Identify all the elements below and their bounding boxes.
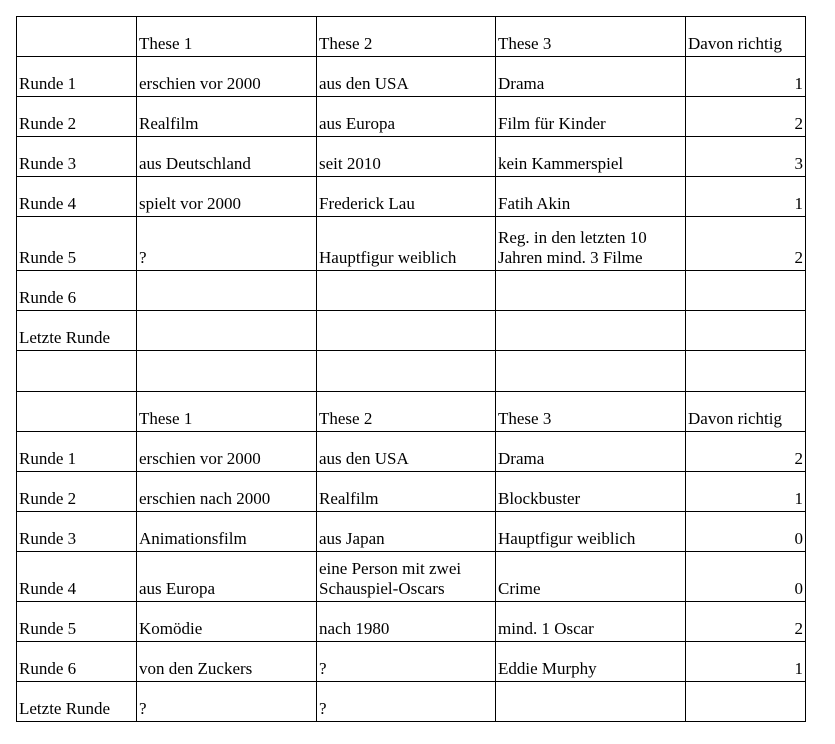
these-3-cell [496, 311, 686, 351]
these-3-cell: mind. 1 Oscar [496, 602, 686, 642]
round-label: Runde 5 [17, 602, 137, 642]
these-2-cell [317, 311, 496, 351]
round-label: Runde 1 [17, 57, 137, 97]
these-3-cell: Blockbuster [496, 472, 686, 512]
table-row [17, 682, 806, 722]
these-2-cell: eine Person mit zwei Schauspiel-Oscars [317, 552, 496, 602]
these-1-cell [137, 311, 317, 351]
these-2-cell: nach 1980 [317, 602, 496, 642]
spacer-cell [17, 351, 137, 392]
these-2-cell: aus den USA [317, 432, 496, 472]
header-cell-davon-richtig: Davon richtig [686, 17, 806, 57]
spacer-cell [496, 351, 686, 392]
these-1-cell [137, 271, 317, 311]
round-label: Letzte Runde [17, 682, 137, 722]
table-row [17, 552, 806, 602]
header-cell-these-1: These 1 [137, 392, 317, 432]
spacer-cell [317, 351, 496, 392]
these-1-cell: erschien vor 2000 [137, 57, 317, 97]
davon-richtig-cell: 1 [686, 472, 806, 512]
round-label: Runde 1 [17, 432, 137, 472]
these-3-cell: Crime [496, 552, 686, 602]
these-1-cell: von den Zuckers [137, 642, 317, 682]
round-label: Letzte Runde [17, 311, 137, 351]
these-1-cell: Animationsfilm [137, 512, 317, 552]
these-2-cell [317, 271, 496, 311]
round-label: Runde 2 [17, 97, 137, 137]
davon-richtig-cell: 2 [686, 217, 806, 271]
davon-richtig-cell: 3 [686, 137, 806, 177]
table-row [17, 432, 806, 472]
table-row [17, 137, 806, 177]
these-3-cell: Hauptfigur weiblich [496, 512, 686, 552]
header-row [17, 17, 806, 57]
round-label: Runde 2 [17, 472, 137, 512]
these-3-cell: Fatih Akin [496, 177, 686, 217]
table-row [17, 311, 806, 351]
header-cell-empty [17, 392, 137, 432]
round-label: Runde 3 [17, 137, 137, 177]
table-row [17, 602, 806, 642]
davon-richtig-cell: 1 [686, 642, 806, 682]
these-1-cell: Komödie [137, 602, 317, 642]
davon-richtig-cell: 2 [686, 97, 806, 137]
these-2-cell: Realfilm [317, 472, 496, 512]
spacer-cell [686, 351, 806, 392]
table-row [17, 57, 806, 97]
these-2-cell: seit 2010 [317, 137, 496, 177]
table-row [17, 97, 806, 137]
these-3-cell [496, 682, 686, 722]
these-2-cell: aus den USA [317, 57, 496, 97]
header-cell-these-3: These 3 [496, 17, 686, 57]
these-1-cell: erschien vor 2000 [137, 432, 317, 472]
these-2-cell: Hauptfigur weiblich [317, 217, 496, 271]
these-3-cell: Drama [496, 57, 686, 97]
spacer-row [17, 351, 806, 392]
these-3-cell: Reg. in den letzten 10 Jahren mind. 3 Filme [496, 217, 686, 271]
header-cell-davon-richtig: Davon richtig [686, 392, 806, 432]
table-row [17, 177, 806, 217]
davon-richtig-cell: 1 [686, 177, 806, 217]
these-1-cell: ? [137, 682, 317, 722]
davon-richtig-cell: 0 [686, 552, 806, 602]
these-1-cell: ? [137, 217, 317, 271]
rounds-table [16, 16, 806, 722]
davon-richtig-cell [686, 682, 806, 722]
these-3-cell: kein Kammerspiel [496, 137, 686, 177]
round-label: Runde 3 [17, 512, 137, 552]
header-cell-these-2: These 2 [317, 392, 496, 432]
round-label: Runde 6 [17, 642, 137, 682]
round-label: Runde 4 [17, 177, 137, 217]
these-2-cell: aus Japan [317, 512, 496, 552]
these-1-cell: aus Deutschland [137, 137, 317, 177]
these-2-cell: ? [317, 682, 496, 722]
these-2-cell: Frederick Lau [317, 177, 496, 217]
table-row [17, 217, 806, 271]
table-row [17, 642, 806, 682]
header-cell-empty [17, 17, 137, 57]
these-3-cell: Film für Kinder [496, 97, 686, 137]
these-1-cell: aus Europa [137, 552, 317, 602]
davon-richtig-cell [686, 311, 806, 351]
header-row [17, 392, 806, 432]
round-label: Runde 5 [17, 217, 137, 271]
header-cell-these-3: These 3 [496, 392, 686, 432]
these-3-cell: Drama [496, 432, 686, 472]
these-1-cell: erschien nach 2000 [137, 472, 317, 512]
spacer-cell [137, 351, 317, 392]
header-cell-these-2: These 2 [317, 17, 496, 57]
these-3-cell: Eddie Murphy [496, 642, 686, 682]
these-2-cell: aus Europa [317, 97, 496, 137]
these-1-cell: spielt vor 2000 [137, 177, 317, 217]
table-row [17, 271, 806, 311]
these-1-cell: Realfilm [137, 97, 317, 137]
round-label: Runde 6 [17, 271, 137, 311]
table-row [17, 512, 806, 552]
table-row [17, 472, 806, 512]
header-cell-these-1: These 1 [137, 17, 317, 57]
davon-richtig-cell: 0 [686, 512, 806, 552]
round-label: Runde 4 [17, 552, 137, 602]
davon-richtig-cell: 2 [686, 432, 806, 472]
davon-richtig-cell [686, 271, 806, 311]
these-3-cell [496, 271, 686, 311]
davon-richtig-cell: 2 [686, 602, 806, 642]
these-2-cell: ? [317, 642, 496, 682]
davon-richtig-cell: 1 [686, 57, 806, 97]
